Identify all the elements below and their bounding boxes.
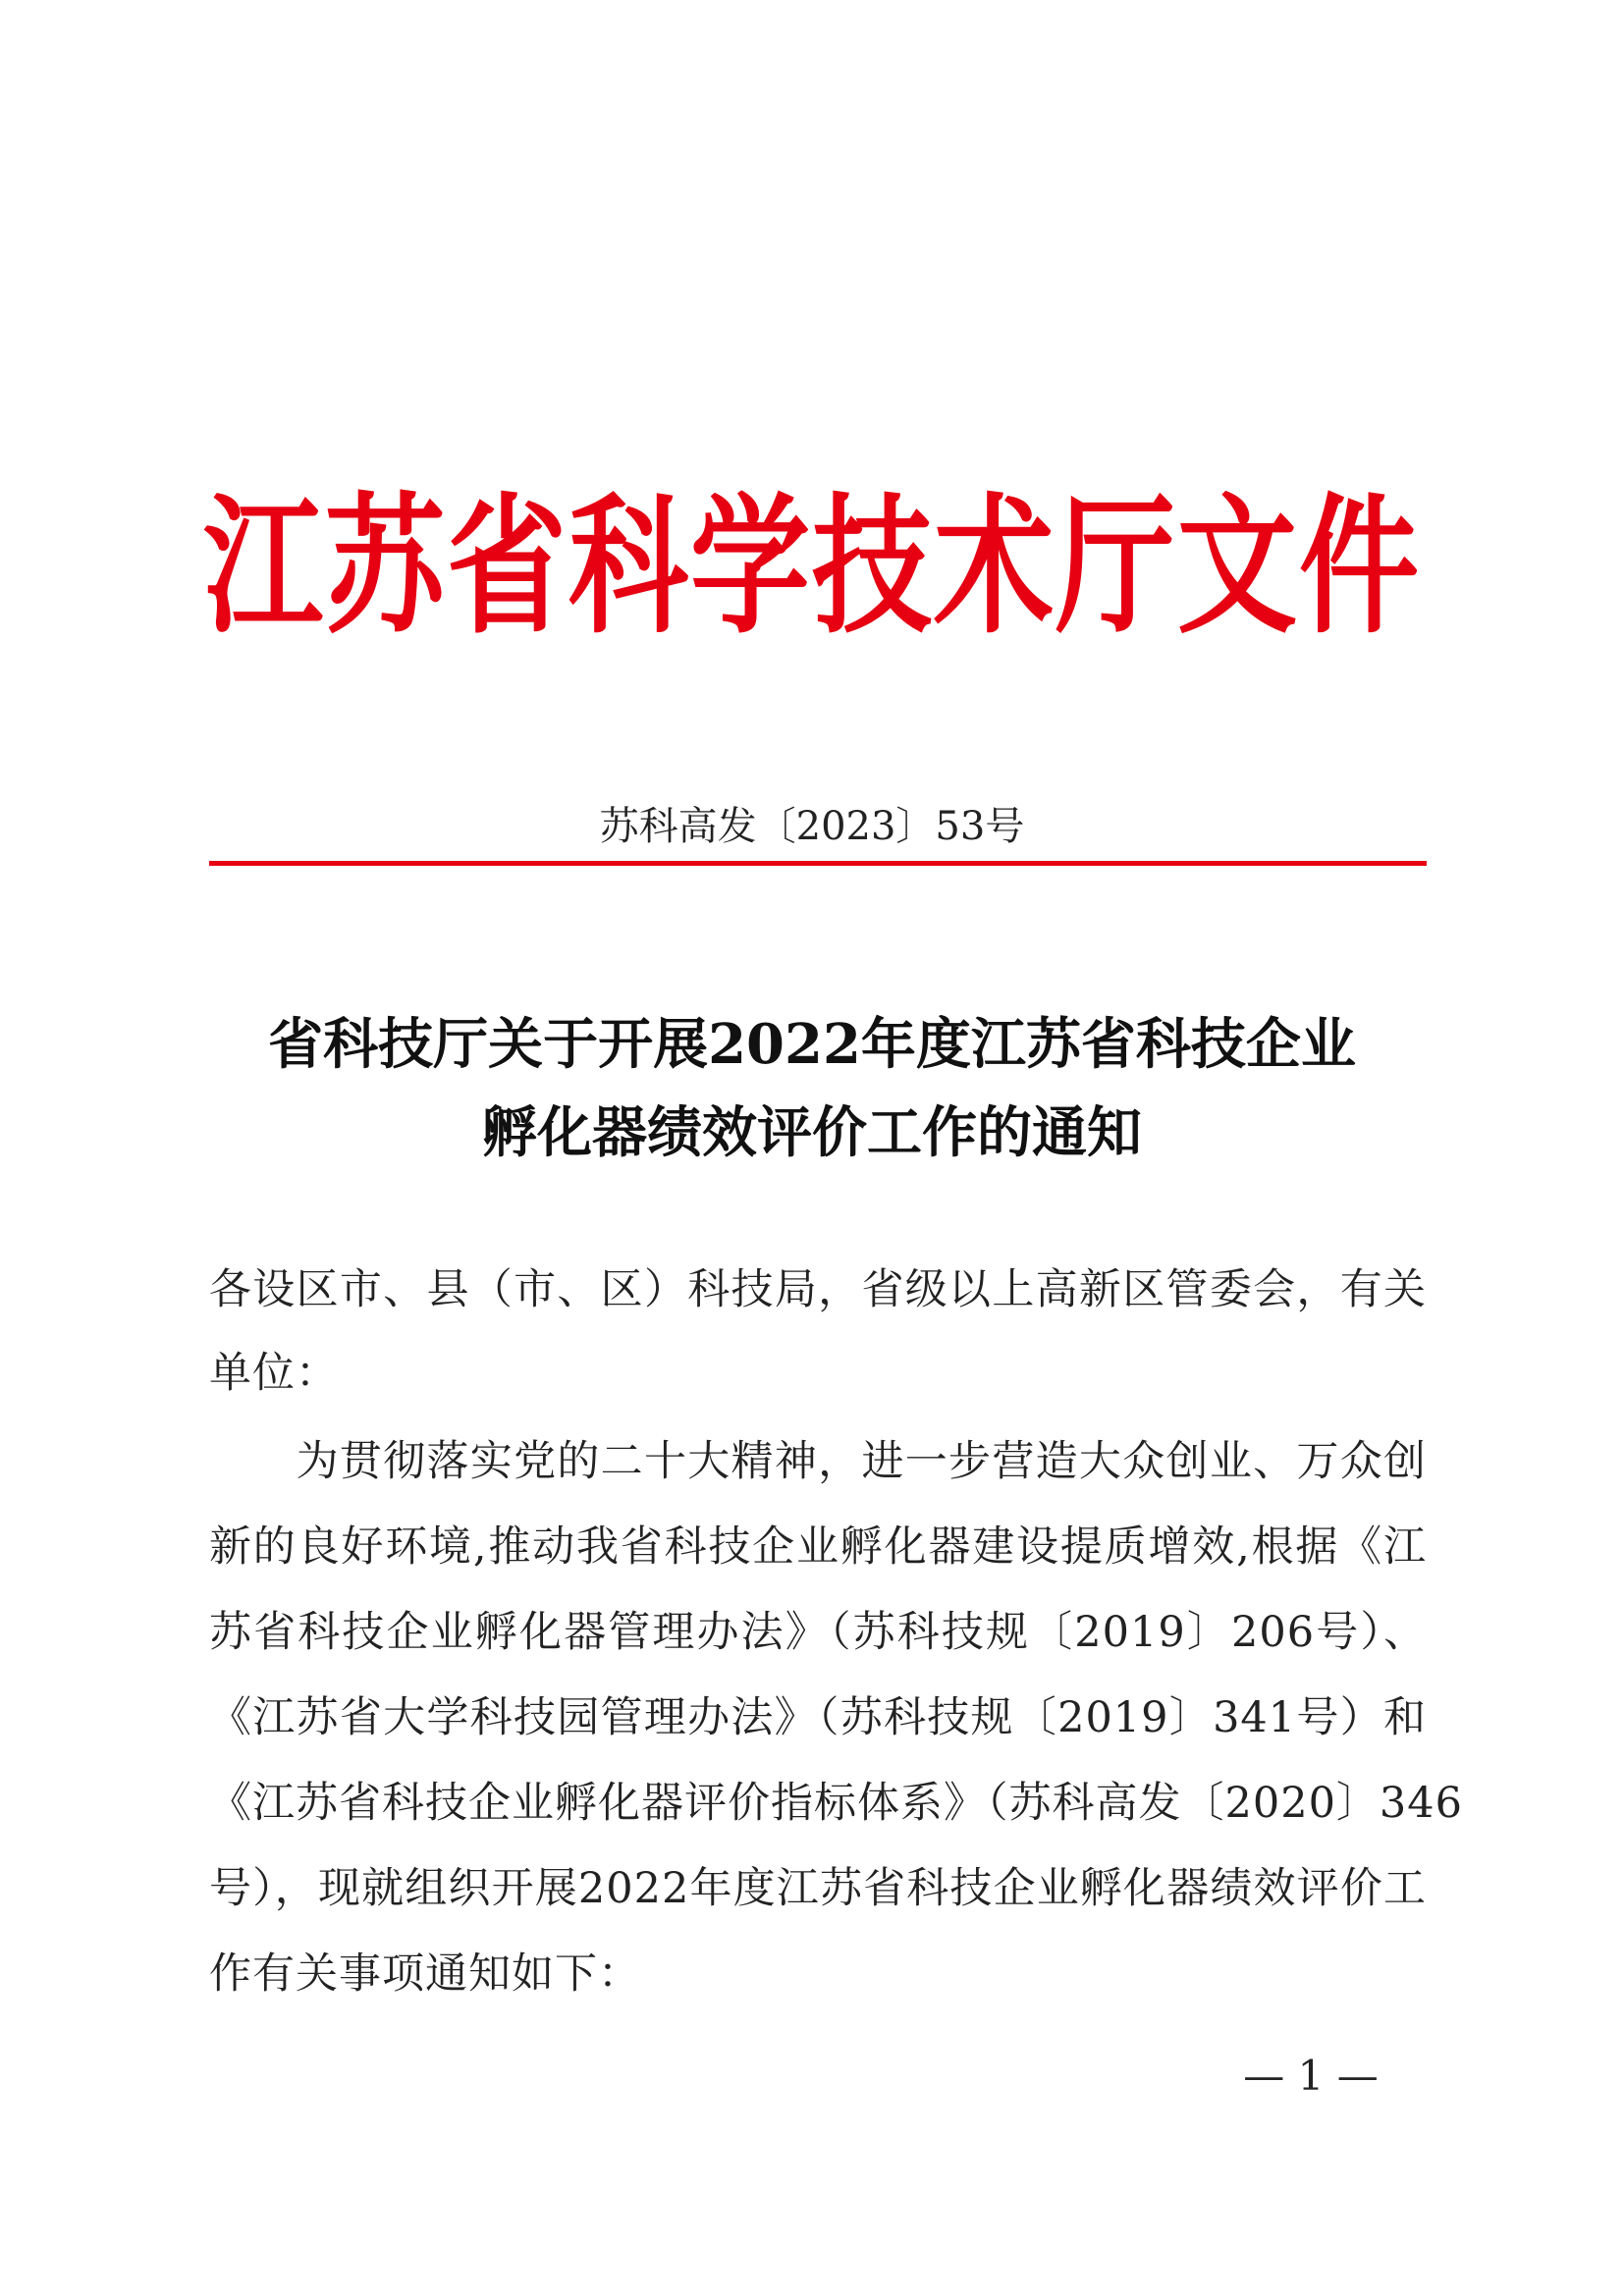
body-line: 《江苏省科技企业孵化器评价指标体系》（苏科高发〔2020〕346 [209,1779,1464,1828]
page-number: — 1 — [1243,2052,1379,2100]
document-number: 苏科高发〔2023〕53号 [599,804,1025,849]
notice-title-line-1: 省科技厅关于开展2022年度江苏省科技企业 [268,1012,1356,1077]
body-line: 号），现就组织开展2022年度江苏省科技企业孵化器绩效评价工 [209,1864,1427,1913]
notice-title-line-2: 孵化器绩效评价工作的通知 [482,1100,1142,1165]
body-line: 作有关事项通知如下： [209,1949,641,1999]
body-line: 苏省科技企业孵化器管理办法》（苏科技规〔2019〕206号）、 [209,1608,1427,1657]
masthead-title: 江苏省科学技术厅文件 [203,479,1421,655]
addressee-line-1: 各设区市、县（市、区）科技局，省级以上高新区管委会，有关 [209,1265,1427,1314]
body-line: 新的良好环境,推动我省科技企业孵化器建设提质增效,根据《江 [209,1522,1427,1572]
body-line: 为贯彻落实党的二十大精神，进一步营造大众创业、万众创 [209,1437,1427,1486]
body-line: 《江苏省大学科技园管理办法》（苏科技规〔2019〕341号）和 [209,1693,1427,1742]
red-divider [209,861,1427,866]
addressee-line-2: 单位： [209,1349,339,1398]
